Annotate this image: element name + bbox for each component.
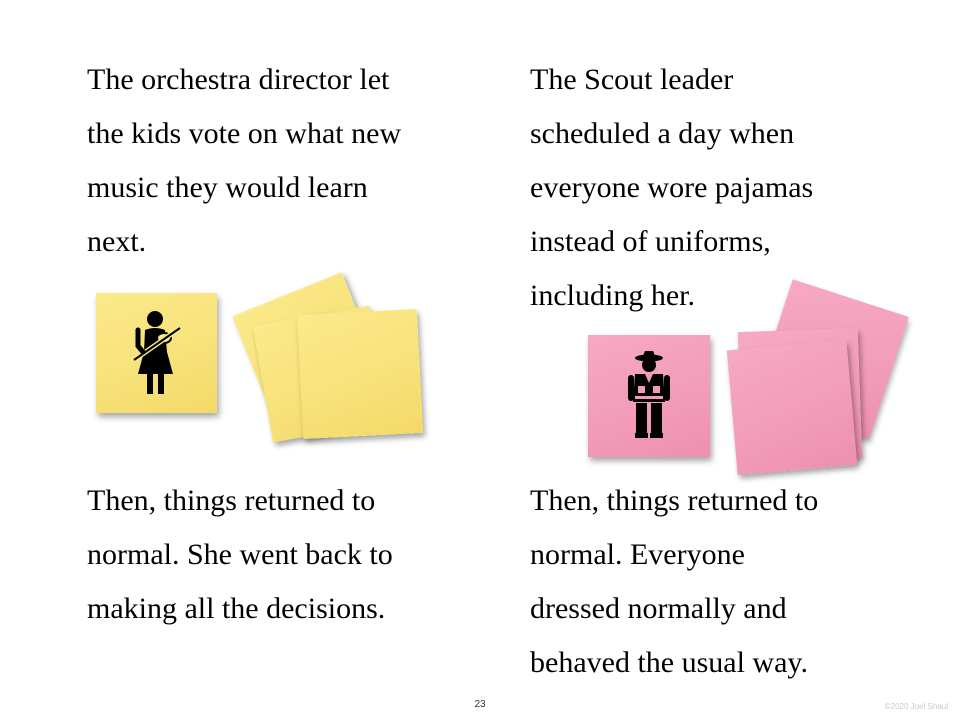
text-line: making all the decisions. [87,592,386,625]
left-top-paragraph [87,53,487,269]
text-line: including her. [530,279,695,312]
text-line: The orchestra director let [87,63,390,96]
scout-leader-icon [623,350,675,440]
text-line: next. [87,225,147,258]
yellow-sticky-note [297,309,423,439]
right-bottom-paragraph [530,474,930,690]
text-line: The Scout leader [530,63,734,96]
pink-sticky-note [727,340,857,475]
text-line: everyone wore pajamas [530,171,814,204]
left-bottom-paragraph [87,474,487,636]
text-line: Then, things returned to [530,484,819,517]
text-line: music they would learn [87,171,368,204]
page-number: 23 [474,699,486,710]
text-line: instead of uniforms, [530,225,771,258]
text-line: the kids vote on what new [87,117,402,150]
violinist-woman-icon [126,308,186,398]
text-line: normal. She went back to [87,538,393,571]
right-top-paragraph [530,53,930,323]
copyright-notice: ©2020 Joel Shaul [884,702,948,711]
text-line: normal. Everyone [530,538,745,571]
text-line: behaved the usual way. [530,646,808,679]
text-line: scheduled a day when [530,117,795,150]
text-line: dressed normally and [530,592,787,625]
text-line: Then, things returned to [87,484,376,517]
